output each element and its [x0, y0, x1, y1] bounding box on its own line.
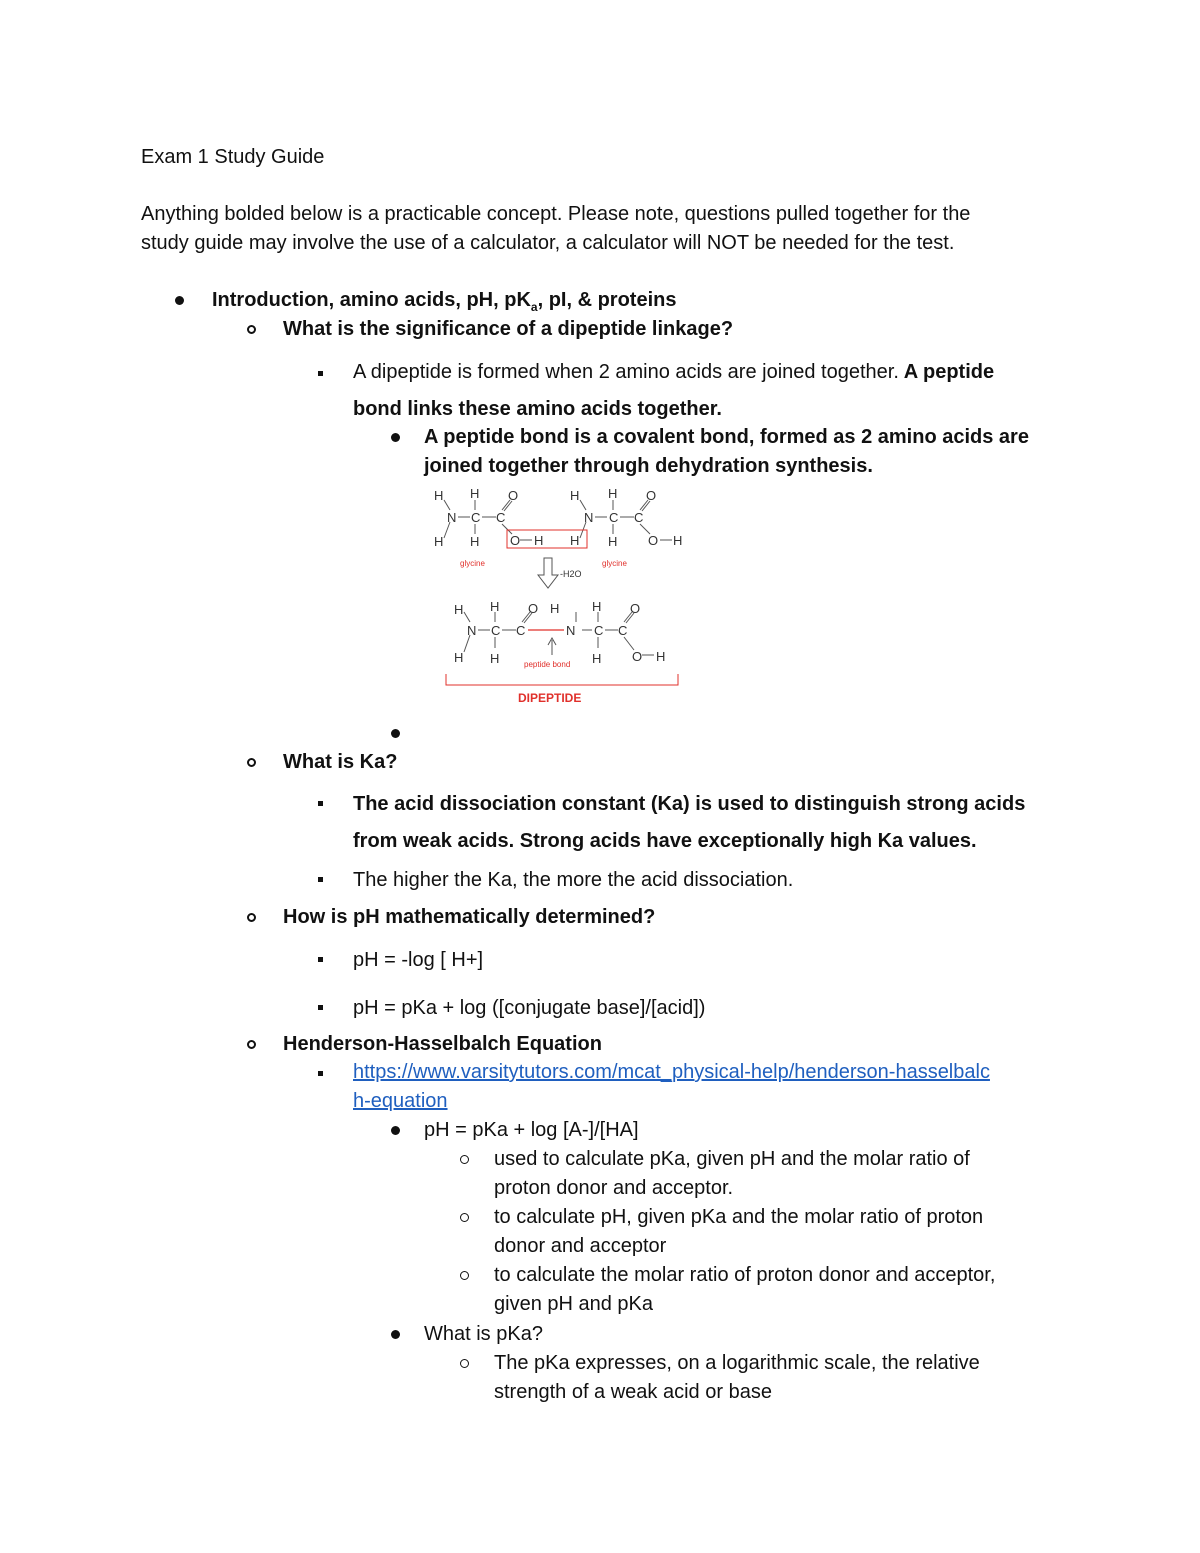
atom-label: C: [609, 510, 619, 525]
atom-label: H: [490, 651, 500, 666]
pka-answer-line-1: The pKa expresses, on a logarithmic scale, the relative: [494, 1352, 980, 1374]
atom-label: H: [454, 602, 464, 617]
reference-link-line-1[interactable]: https://www.varsitytutors.com/mcat_physical-help/henderson-hasselbalc: [353, 1061, 990, 1083]
atom-label: H: [454, 650, 464, 665]
atom-label: H: [550, 601, 560, 616]
atom-label: N: [447, 510, 457, 525]
atom-label: H: [656, 649, 666, 664]
bullet-square: [318, 877, 323, 882]
bullet-square: [318, 801, 323, 806]
bullet-circle: [247, 913, 256, 922]
bullet-square: [318, 371, 323, 376]
hh-equation: pH = pKa + log [A-]/[HA]: [424, 1119, 639, 1141]
dipeptide-label: DIPEPTIDE: [518, 691, 582, 705]
atom-label: N: [467, 623, 477, 638]
dipeptide-diagram: [420, 480, 710, 710]
q2-answer-line-1: The acid dissociation constant (Ka) is used to distinguish strong acids: [353, 793, 1026, 815]
atom-label: O: [632, 649, 643, 664]
atom-label: C: [618, 623, 628, 638]
atom-label: H: [608, 534, 618, 549]
glycine-label: glycine: [602, 559, 627, 568]
bullet-circle: [460, 1359, 469, 1368]
q2-question: What is Ka?: [283, 751, 398, 773]
bullet-dot: [391, 1126, 400, 1135]
bullet-square: [318, 957, 323, 962]
q1-question: What is the significance of a dipeptide linkage?: [283, 318, 734, 340]
glycine-label: glycine: [460, 559, 485, 568]
reference-link-line-2[interactable]: h-equation: [353, 1090, 448, 1112]
atom-label: H: [592, 599, 602, 614]
bullet-square: [318, 1005, 323, 1010]
section-heading: Introduction, amino acids, pH, $pK_a$, pI, & proteins: [212, 289, 677, 314]
bullet-circle: [247, 758, 256, 767]
atom-label: O: [646, 488, 657, 503]
bullet-circle: [460, 1213, 469, 1222]
q1-answer-line-1: A dipeptide is formed when 2 amino acids are joined together. A peptide: [353, 361, 995, 383]
peptide-bond-label: peptide bond: [524, 660, 571, 669]
atom-label: H: [434, 488, 444, 503]
use-2-line-2: donor and acceptor: [494, 1235, 667, 1257]
atom-label: C: [634, 510, 644, 525]
q1-sub-line-1: A peptide bond is a covalent bond, formed as 2 amino acids are: [424, 426, 1029, 448]
q3-formula-2: pH = pKa + log ([conjugate base]/[acid]): [353, 997, 706, 1019]
use-3-line-1: to calculate the molar ratio of proton donor and acceptor,: [494, 1264, 996, 1286]
pka-question: What is pKa?: [424, 1323, 543, 1345]
q2-answer-line-2: from weak acids. Strong acids have exceptionally high Ka values.: [353, 830, 977, 852]
atom-label: H: [470, 534, 480, 549]
bullet-dot: [391, 1330, 400, 1339]
atom-label: C: [594, 623, 604, 638]
q3-question: How is pH mathematically determined?: [283, 906, 656, 928]
atom-label: C: [496, 510, 506, 525]
use-1-line-1: used to calculate pKa, given pH and the molar ratio of: [494, 1148, 970, 1170]
atom-label: H: [490, 599, 500, 614]
atom-label: H: [470, 486, 480, 501]
water-label: -H2O: [560, 569, 582, 579]
atom-label: O: [528, 601, 539, 616]
atom-label: H: [570, 533, 580, 548]
bullet-dot: [391, 433, 400, 442]
atom-label: O: [630, 601, 641, 616]
atom-label: N: [566, 623, 576, 638]
bullet-square: [318, 1071, 323, 1076]
use-1-line-2: proton donor and acceptor.: [494, 1177, 734, 1199]
bullet-dot: [391, 729, 400, 738]
pka-answer-line-2: strength of a weak acid or base: [494, 1381, 772, 1403]
intro-line-2: study guide may involve the use of a calculator, a calculator will NOT be needed for the test.: [141, 232, 955, 254]
atom-label: C: [471, 510, 481, 525]
atom-label: O: [648, 533, 659, 548]
atom-label: N: [584, 510, 594, 525]
page-title: Exam 1 Study Guide: [141, 146, 325, 168]
atom-label: C: [516, 623, 526, 638]
q1-sub-line-2: joined together through dehydration synthesis.: [424, 455, 873, 477]
atom-label: O: [510, 533, 521, 548]
q2-answer-line-3: The higher the Ka, the more the acid dissociation.: [353, 869, 794, 891]
atom-label: H: [673, 533, 683, 548]
q4-heading: Henderson-Hasselbalch Equation: [283, 1033, 602, 1055]
atom-label: H: [534, 533, 544, 548]
bullet-circle: [460, 1271, 469, 1280]
bullet-circle: [247, 1040, 256, 1049]
atom-label: H: [570, 488, 580, 503]
atom-label: C: [491, 623, 501, 638]
use-2-line-1: to calculate pH, given pKa and the molar ratio of proton: [494, 1206, 984, 1228]
q3-formula-1: pH = -log [ H+]: [353, 949, 484, 971]
bullet-dot: [175, 296, 184, 305]
intro-line-1: Anything bolded below is a practicable concept. Please note, questions pulled together for the: [141, 203, 971, 225]
atom-label: H: [608, 486, 618, 501]
use-3-line-2: given pH and pKa: [494, 1293, 654, 1315]
bullet-circle: [247, 325, 256, 334]
atom-label: H: [434, 534, 444, 549]
atom-label: O: [508, 488, 519, 503]
q1-answer-line-2: bond links these amino acids together.: [353, 398, 722, 420]
bullet-circle: [460, 1155, 469, 1164]
atom-label: H: [592, 651, 602, 666]
